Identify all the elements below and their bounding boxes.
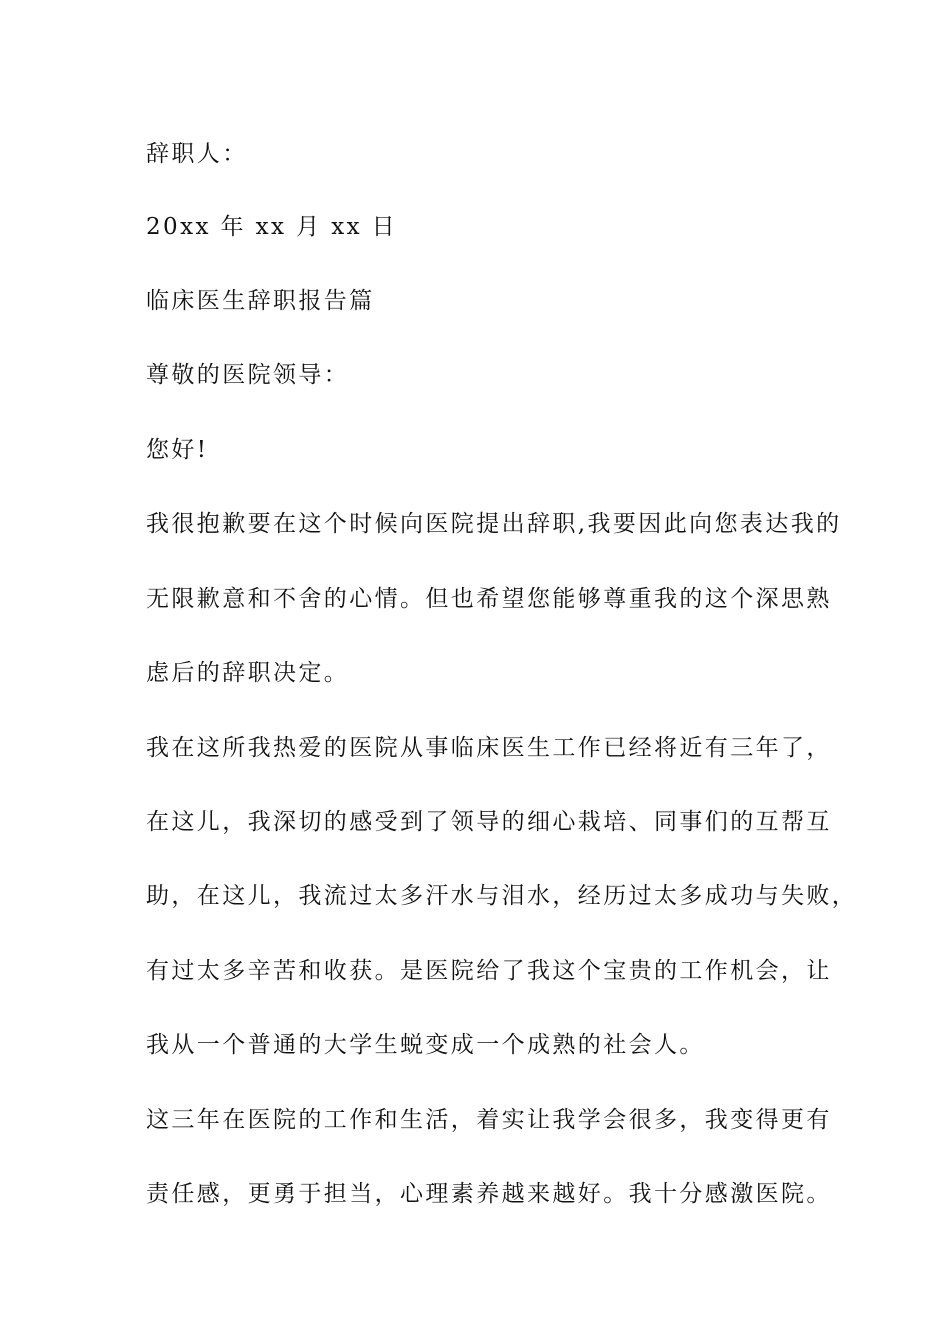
date-line: 20xx 年 xx 月 xx 日 — [146, 214, 398, 240]
signer-label: 辞职人： — [146, 141, 248, 167]
paragraph-line: 我从一个普通的大学生蜕变成一个成熟的社会人。 — [146, 1032, 705, 1058]
paragraph-line: 助，在这儿，我流过太多汗水与泪水，经历过太多成功与失败， — [146, 883, 858, 909]
paragraph-line: 有过太多辛苦和收获。是医院给了我这个宝贵的工作机会，让 — [146, 958, 832, 984]
greeting: 您好! — [146, 437, 209, 463]
paragraph-line: 无限歉意和不舍的心情。但也希望您能够尊重我的这个深思熟 — [146, 586, 832, 612]
paragraph-line: 责任感，更勇于担当，心理素养越来越好。我十分感激医院。 — [146, 1181, 832, 1207]
paragraph-line: 虑后的辞职决定。 — [146, 660, 350, 686]
salutation: 尊敬的医院领导： — [146, 362, 350, 388]
section-title: 临床医生辞职报告篇 — [146, 288, 375, 314]
paragraph-line: 这三年在医院的工作和生活，着实让我学会很多，我变得更有 — [146, 1107, 832, 1133]
paragraph-line: 我很抱歉要在这个时候向医院提出辞职,我要因此向您表达我的 — [146, 511, 842, 537]
paragraph-line: 我在这所我热爱的医院从事临床医生工作已经将近有三年了， — [146, 735, 832, 761]
paragraph-line: 在这儿，我深切的感受到了领导的细心栽培、同事们的互帮互 — [146, 809, 832, 835]
